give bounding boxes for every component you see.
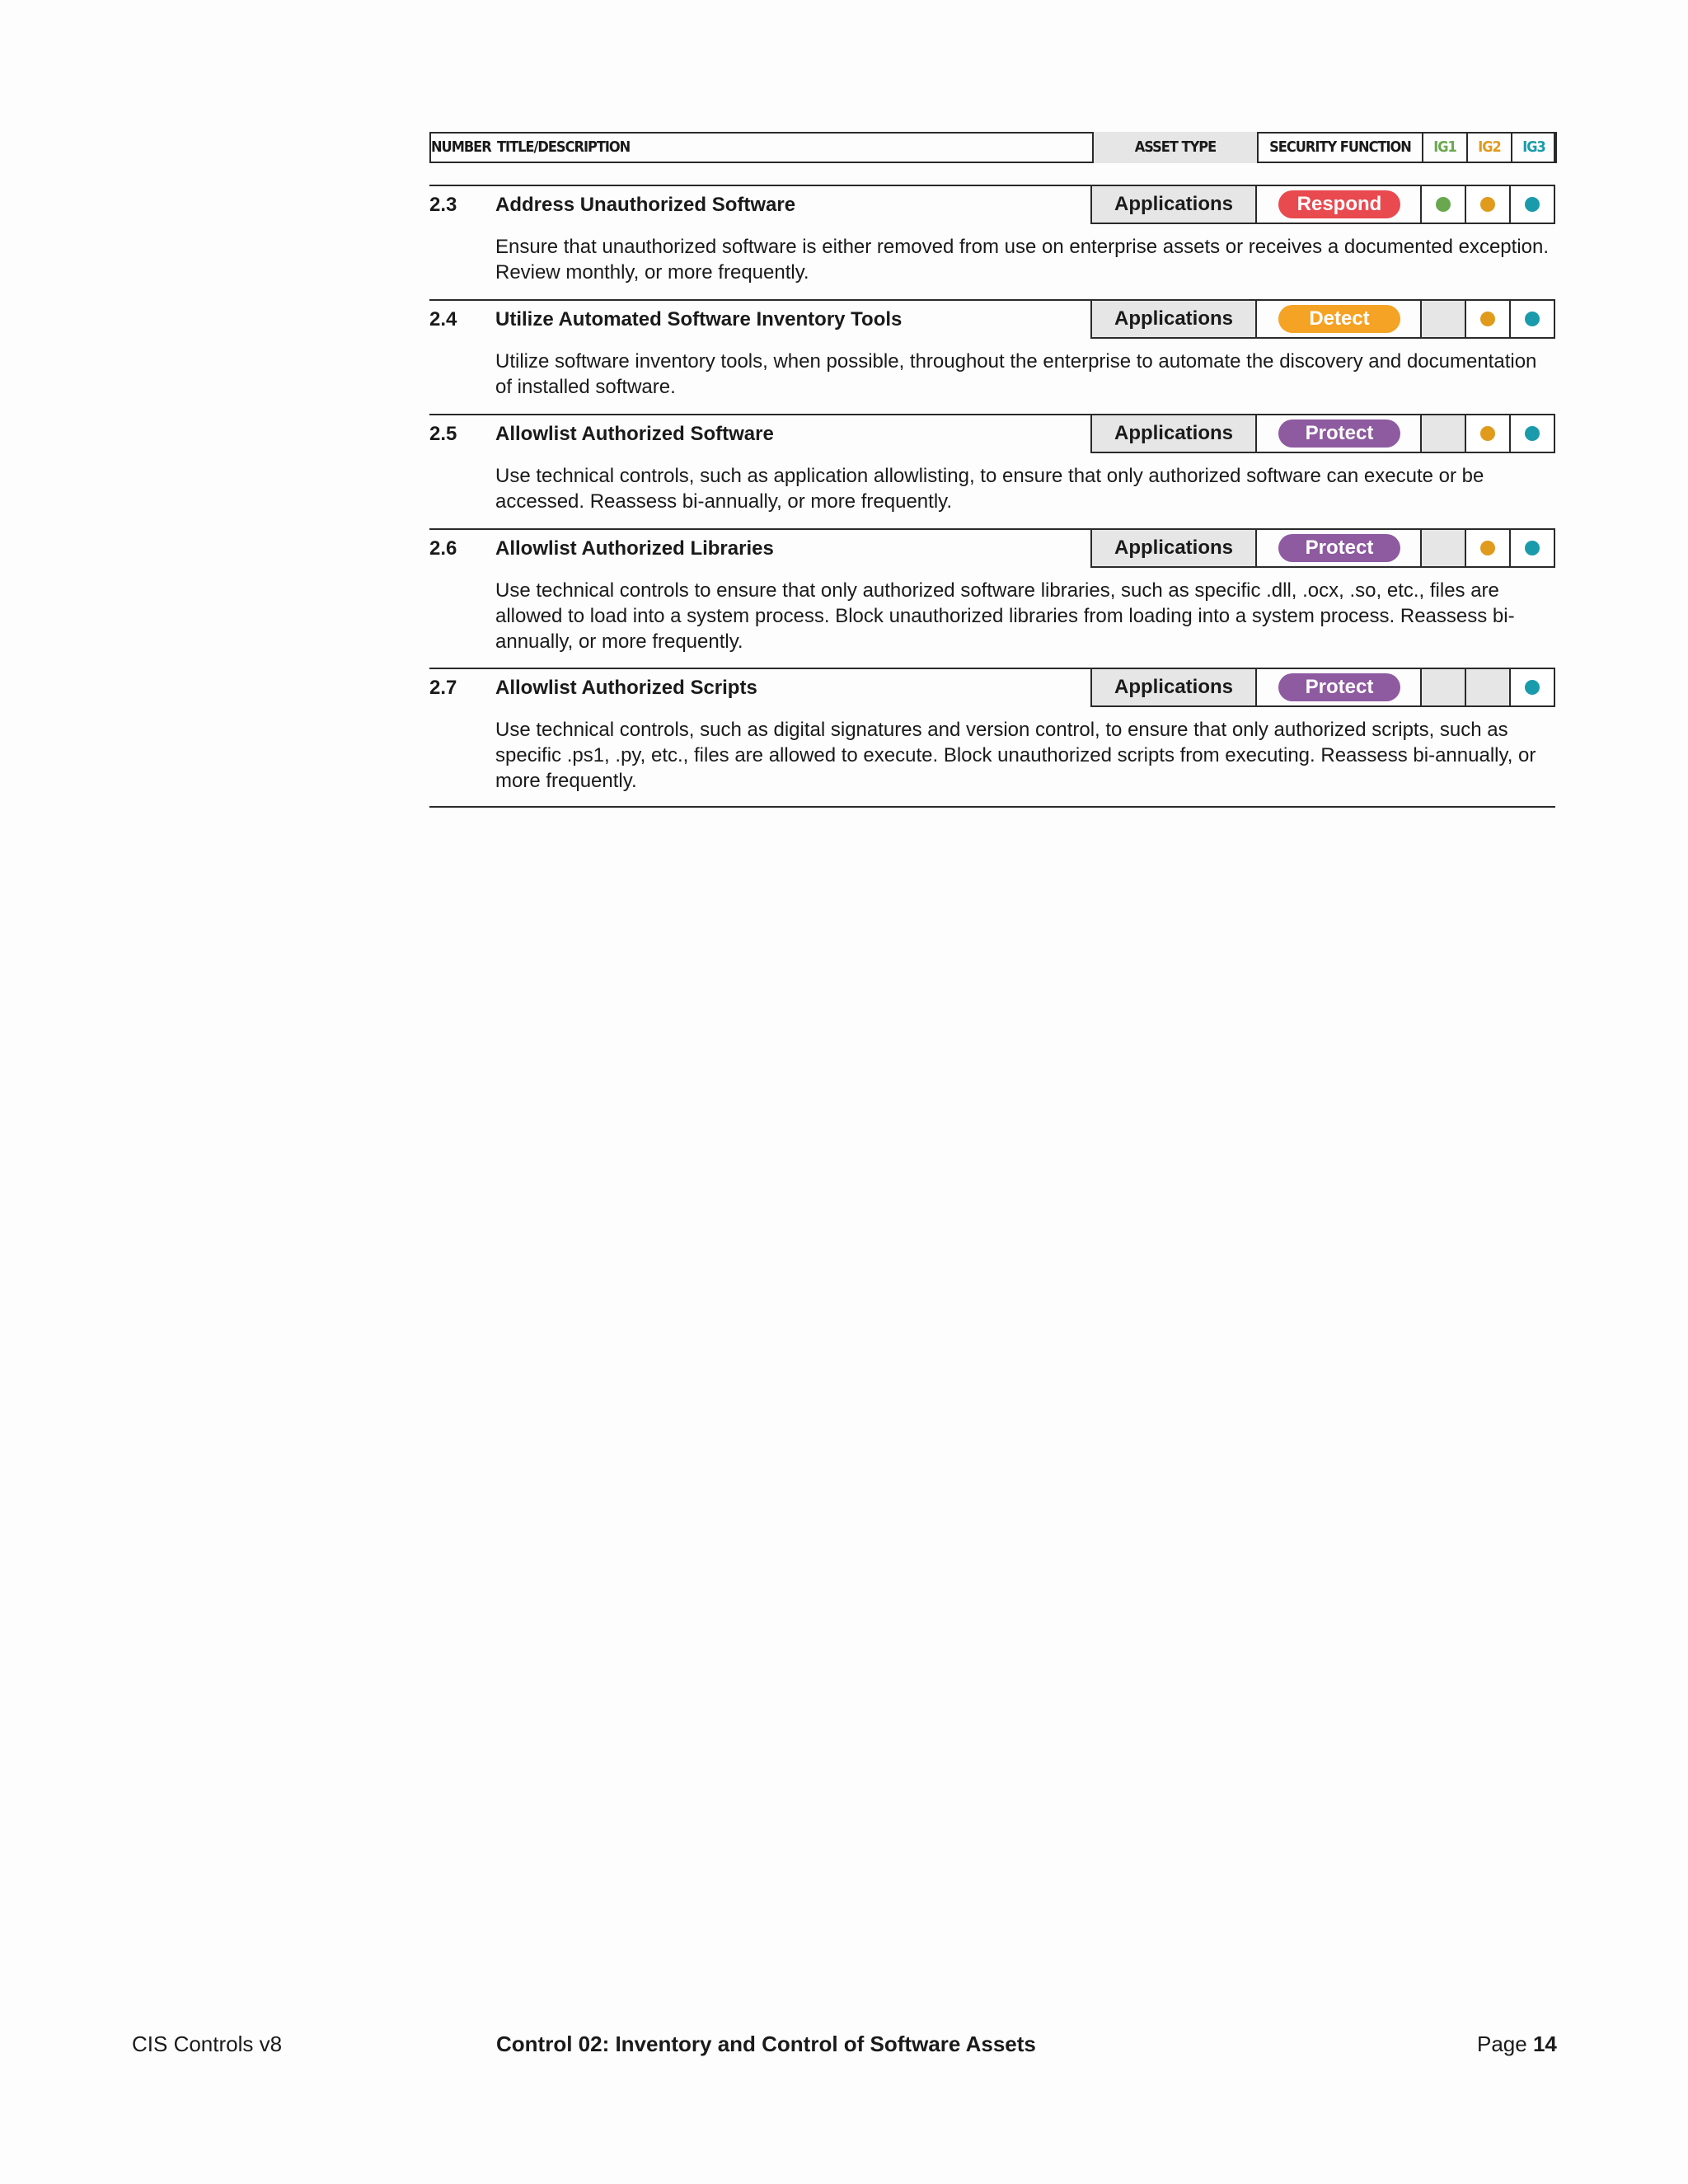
row-description: Ensure that unauthorized software is either removed from use on enterprise assets or receives a documented exception. Review monthly, or more frequently. bbox=[495, 236, 1550, 284]
security-function-cell bbox=[1255, 185, 1420, 224]
ig3-dot-icon bbox=[1525, 426, 1540, 441]
table-row bbox=[429, 299, 1555, 400]
header-security-function: SECURITY FUNCTION bbox=[1257, 132, 1422, 163]
security-function-cell bbox=[1255, 528, 1420, 568]
asset-type-cell: Applications bbox=[1090, 668, 1255, 707]
row-number: 2.4 bbox=[429, 308, 457, 330]
asset-type-cell: Applications bbox=[1090, 185, 1255, 224]
ig3-cell bbox=[1509, 185, 1555, 224]
ig2-dot-icon bbox=[1480, 312, 1495, 326]
row-number: 2.3 bbox=[429, 194, 457, 216]
header-number: NUMBER bbox=[431, 138, 491, 156]
table-row bbox=[429, 528, 1555, 654]
row-description: Use technical controls, such as digital signatures and version control, to ensure that only authorized scripts, such as specific .ps1, .py, etc., files are allowed to execute. Block unauthorized scripts from executing. Reassess bi-annually, or more frequently. bbox=[495, 719, 1536, 792]
asset-type-cell: Applications bbox=[1090, 414, 1255, 453]
header-title: TITLE/DESCRIPTION bbox=[497, 138, 631, 156]
footer-page-number: 14 bbox=[1532, 2032, 1557, 2056]
ig1-cell bbox=[1420, 528, 1465, 568]
table-bottom-rule bbox=[429, 806, 1555, 808]
header-ig3: IG3 bbox=[1511, 132, 1557, 163]
footer-section-title: Control 02: Inventory and Control of Software Assets bbox=[496, 2032, 1036, 2056]
ig2-cell bbox=[1465, 414, 1509, 453]
row-description: Use technical controls, such as application allowlisting, to ensure that only authorized software can execute or be accessed. Reassess bi-annually, or more frequently. bbox=[495, 465, 1484, 513]
ig3-dot-icon bbox=[1525, 197, 1540, 212]
table-row bbox=[429, 414, 1555, 514]
row-description: Utilize software inventory tools, when possible, throughout the enterprise to automate the discovery and documentation of installed software. bbox=[495, 350, 1537, 398]
security-function-cell bbox=[1255, 414, 1420, 453]
ig1-cell bbox=[1420, 668, 1465, 707]
function-badge: Protect bbox=[1278, 534, 1400, 562]
table-header bbox=[429, 132, 1555, 163]
row-title: Utilize Automated Software Inventory Tools bbox=[495, 308, 903, 330]
ig2-cell bbox=[1465, 668, 1509, 707]
row-summary bbox=[429, 299, 1555, 339]
row-summary bbox=[429, 528, 1555, 568]
ig2-cell bbox=[1465, 528, 1509, 568]
ig3-dot-icon bbox=[1525, 541, 1540, 555]
row-title: Address Unauthorized Software bbox=[495, 194, 796, 216]
row-summary bbox=[429, 185, 1555, 224]
row-title: Allowlist Authorized Libraries bbox=[495, 537, 774, 560]
asset-type-cell: Applications bbox=[1090, 299, 1255, 339]
footer-page-label: Page bbox=[1477, 2032, 1527, 2056]
row-summary bbox=[429, 668, 1555, 707]
row-title: Allowlist Authorized Software bbox=[495, 423, 774, 445]
row-number: 2.7 bbox=[429, 677, 457, 699]
ig2-dot-icon bbox=[1480, 197, 1495, 212]
header-ig2: IG2 bbox=[1466, 132, 1511, 163]
function-badge: Protect bbox=[1278, 419, 1400, 448]
security-function-cell bbox=[1255, 299, 1420, 339]
header-asset-type: ASSET TYPE bbox=[1092, 132, 1257, 163]
row-number: 2.6 bbox=[429, 537, 457, 560]
asset-type-cell: Applications bbox=[1090, 528, 1255, 568]
footer-doc-title: CIS Controls v8 bbox=[132, 2032, 283, 2056]
row-number: 2.5 bbox=[429, 423, 457, 445]
table-row bbox=[429, 185, 1555, 285]
function-badge: Protect bbox=[1278, 673, 1400, 701]
ig1-dot-icon bbox=[1436, 197, 1451, 212]
controls-table bbox=[429, 132, 1555, 792]
security-function-cell bbox=[1255, 668, 1420, 707]
row-description: Use technical controls to ensure that only authorized software libraries, such as specific .dll, .ocx, .so, etc., files are allowed to load into a system process. Block unauthorized libraries from loading into a system process. Reassess bi-annually, or more frequently. bbox=[495, 579, 1515, 653]
ig3-dot-icon bbox=[1525, 680, 1540, 695]
ig1-cell bbox=[1420, 299, 1465, 339]
ig3-cell bbox=[1509, 299, 1555, 339]
row-title: Allowlist Authorized Scripts bbox=[495, 677, 757, 699]
ig1-cell bbox=[1420, 414, 1465, 453]
ig3-cell bbox=[1509, 668, 1555, 707]
ig2-cell bbox=[1465, 299, 1509, 339]
table-row bbox=[429, 668, 1555, 794]
function-badge: Respond bbox=[1278, 190, 1400, 218]
header-ig1: IG1 bbox=[1422, 132, 1466, 163]
ig3-cell bbox=[1509, 528, 1555, 568]
ig2-cell bbox=[1465, 185, 1509, 224]
ig3-dot-icon bbox=[1525, 312, 1540, 326]
ig1-cell bbox=[1420, 185, 1465, 224]
function-badge: Detect bbox=[1278, 305, 1400, 333]
row-summary bbox=[429, 414, 1555, 453]
ig2-dot-icon bbox=[1480, 426, 1495, 441]
ig2-dot-icon bbox=[1480, 541, 1495, 555]
ig3-cell bbox=[1509, 414, 1555, 453]
footer-page bbox=[1477, 2032, 1557, 2057]
